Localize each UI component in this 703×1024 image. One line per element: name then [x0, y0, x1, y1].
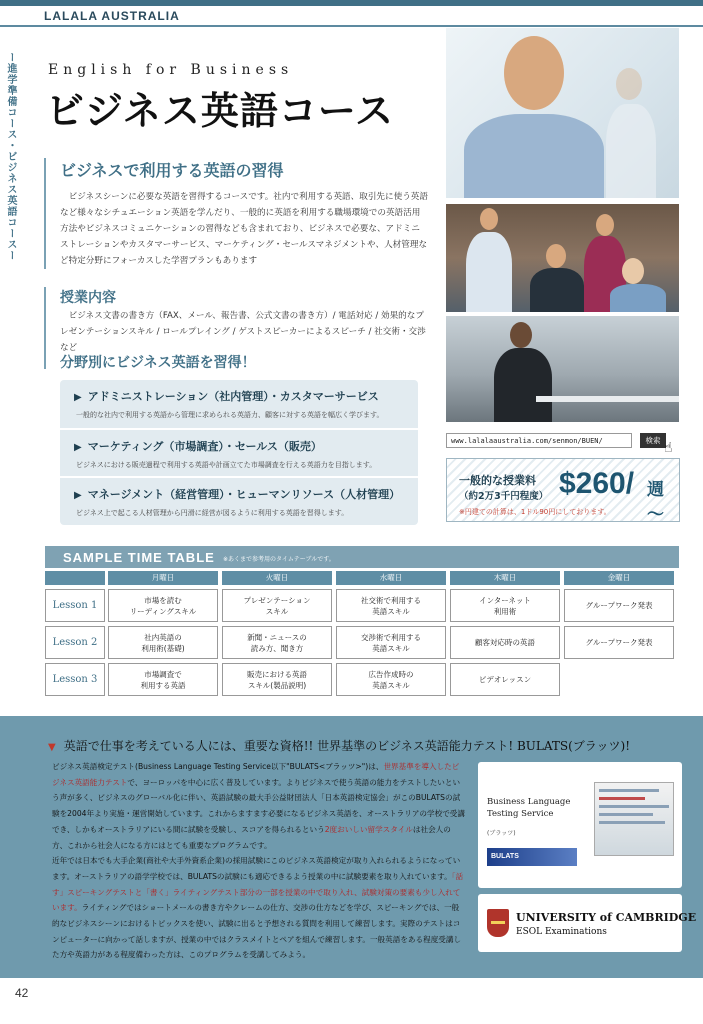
timetable-cell: 交渉術で利用する 英語スキル: [336, 626, 446, 659]
fields-list: [60, 380, 418, 525]
cambridge-sub: ESOL Examinations: [516, 927, 607, 937]
cambridge-card: [478, 894, 697, 952]
timetable-note: ※あくまで参考用のタイムテーブルです。: [223, 556, 335, 563]
timetable-day-header: 水曜日: [336, 571, 446, 585]
timetable-cell: 市場を読む リーディングスキル: [108, 589, 218, 622]
field-desc: ビジネスにおける販売過程で利用する英語や計画立てた市場調査を行える英語力を目指します。: [76, 461, 377, 469]
timetable-cell: インターネット 利用術: [450, 589, 560, 622]
url-field[interactable]: www.lalalaaustralia.com/senmon/BUEN/: [446, 433, 632, 448]
timetable-cell: 販売における英語 スキル(製品説明): [222, 663, 332, 696]
footer-divider: [0, 978, 703, 980]
timetable-cell: グループワーク発表: [564, 589, 674, 622]
timetable-cell: プレゼンテーション スキル: [222, 589, 332, 622]
timetable-lesson-label: Lesson 2: [45, 626, 105, 659]
brand-name: LALALA AUSTRALIA: [44, 9, 180, 23]
timetable-cell: 社交術で利用する 英語スキル: [336, 589, 446, 622]
field-item: [60, 380, 418, 428]
photo-businessman: [446, 28, 679, 198]
field-title: マネージメント（経営管理）・ヒューマンリソース（人材管理）: [87, 488, 401, 501]
price-label: 一般的な授業料: [459, 474, 536, 487]
photo-woman-desk: [446, 316, 679, 422]
timetable-day-header: 月曜日: [108, 571, 218, 585]
field-item: [60, 476, 418, 524]
bulats-card-sub: (ブラッツ): [487, 830, 516, 837]
price-sub: （約2万3千円程度）: [459, 491, 549, 502]
cambridge-name: UNIVERSITY of CAMBRIDGE: [516, 911, 697, 924]
triangle-right-icon: ▶: [74, 442, 82, 453]
pointer-hand-icon: ☝: [664, 440, 673, 456]
bulats-card: [478, 762, 682, 888]
timetable-cell: ビデオレッスン: [450, 663, 560, 696]
price-box: [446, 458, 680, 525]
page-number: 42: [15, 986, 29, 1000]
triangle-down-icon: ▼: [48, 742, 56, 753]
top-bar: [0, 0, 703, 6]
intro-heading: ビジネスで利用する英語の習得: [60, 161, 284, 180]
photo-team: [446, 204, 679, 312]
intro-text: ビジネスシーンに必要な英語を習得するコースです。社内で利用する英語、取引先に使う英語など様々なシチュエーション英語を学んだり、一般的に英語を利用する職場環境での英語活用方法やビジネスコミュニケーションの習得なども含まれており、ビジネスで必要な、アドミニストレーションやカスタマーサービス、マーケティング・セールスマネジメントや、人材管理など特定分野にフォーカスした学習プランもあります: [60, 192, 428, 266]
field-desc: ビジネス上で起こる人材管理から円滑に経営が図るように利用する英語を習得します。: [76, 509, 349, 517]
timetable-title: SAMPLE TIME TABLE: [63, 550, 215, 565]
timetable-cell: グループワーク発表: [564, 626, 674, 659]
price-value: $260/: [559, 467, 635, 500]
price-note: ※円建ての計算は、1ドル90円にしております。: [459, 508, 611, 516]
bulats-text: ビジネス英語検定テスト(Business Language Testing Service以下"BULATS<ブラッツ>")は、世界基準を導入したビジネス英語能力テストで、ヨーロッパを中心に広く普及しています。よりビジネスで使う英語の能力をテストしたいという声が多く、ビジネスのグローバル化に伴い、英語試験の最大手公益財団法人「日本英語検定協会」がこのBULATSの試験を2004年より実施・運営開始しています。これからますます必要になるビジネス英語を、オーストラリアの学校で受講でき、しかもオーストラリアにいる間に試験を受験し、スコアを得られるという2度おいしい留学スタイルは社会人の方、これから社会人になる方にはとても重要なプログラムです。 近年では日本でも大手企業(商社や大手外資系企業)の採用試験にこのビジネス英語検定が取り入れられるようになっています。オーストラリアの語学学校では、BULATSの試験にも適応できるよう授業の中に試験要素を取り入れています。「話す」スピーキングテストと「書く」ライティングテスト部分の一部を授業の中で取り入れ、試験対策の要素も少し入れています。ライティングではショートメールの書き方やクレームの仕方、交渉の仕方などを学び、スピーキングでは、一般的なビジネスシーンにおけるトピックスを使い、試験に出ると予想される質問を利用して練習します。実際のテストはコンピューターに向かって話しますが、授業の中ではクラスメイトとペアを組んで練習します。一般英語をある程度受講した方や英語力がある程度備わった方は、このプログラムを受講してみよう。: [52, 762, 465, 960]
timetable-lesson-label: Lesson 1: [45, 589, 105, 622]
timetable-day-header: 金曜日: [564, 571, 674, 585]
side-section-label: ー進学準備コース・ビジネス英語コースー: [5, 52, 16, 261]
field-item: [60, 428, 418, 476]
timetable-cell: 新聞・ニュースの 読み方、聞き方: [222, 626, 332, 659]
section-rule: [44, 287, 46, 369]
triangle-right-icon: ▶: [74, 392, 82, 403]
timetable-cell: 広告作成時の 英語スキル: [336, 663, 446, 696]
brand-divider: [0, 25, 703, 27]
page-title: ビジネス英語コース: [46, 88, 394, 133]
triangle-right-icon: ▶: [74, 490, 82, 501]
intro-section: [44, 158, 428, 269]
timetable-corner: [45, 571, 105, 585]
english-title: English for Business: [48, 62, 294, 78]
bulats-logo: BULATS: [487, 848, 577, 866]
timetable-day-header: 火曜日: [222, 571, 332, 585]
lessons-heading: 授業内容: [60, 290, 116, 306]
cambridge-crest-icon: [487, 909, 509, 937]
fields-heading: 分野別にビジネス英語を習得！: [60, 355, 256, 371]
timetable-header: [45, 546, 679, 568]
field-title: アドミニストレーション（社内管理）・カスタマーサービス: [87, 390, 379, 403]
website-screenshot: [594, 782, 674, 856]
bulats-card-title: Business Language Testing Service: [487, 797, 571, 819]
timetable-day-header: 木曜日: [450, 571, 560, 585]
bulats-heading: ▼ 英語で仕事を考えている人には、重要な資格!! 世界基準のビジネス英語能力テスト! BULATS(ブラッツ)!: [48, 739, 631, 753]
timetable-cell: 顧客対応時の英語: [450, 626, 560, 659]
timetable-cell: 社内英語の 利用術(基礎): [108, 626, 218, 659]
lessons-text: ビジネス文書の書き方（FAX、メール、報告書、公式文書の書き方）/ 電話対応 / 効果的なプレゼンテーションスキル / ロールプレイング / ゲストスピーカーによるスピーチ / 社交術・交渉など: [60, 311, 426, 353]
timetable-lesson-label: Lesson 3: [45, 663, 105, 696]
field-desc: 一般的な社内で利用する英語から管理に求められる英語力、顧客に対する英語を幅広く学びます。: [76, 411, 384, 419]
search-button[interactable]: 検索: [640, 433, 666, 448]
field-title: マーケティング（市場調査）・セールス（販売）: [87, 440, 322, 453]
timetable-cell: 市場調査で 利用する英語: [108, 663, 218, 696]
bulats-section: [0, 716, 703, 978]
price-unit: 週～: [647, 480, 664, 525]
